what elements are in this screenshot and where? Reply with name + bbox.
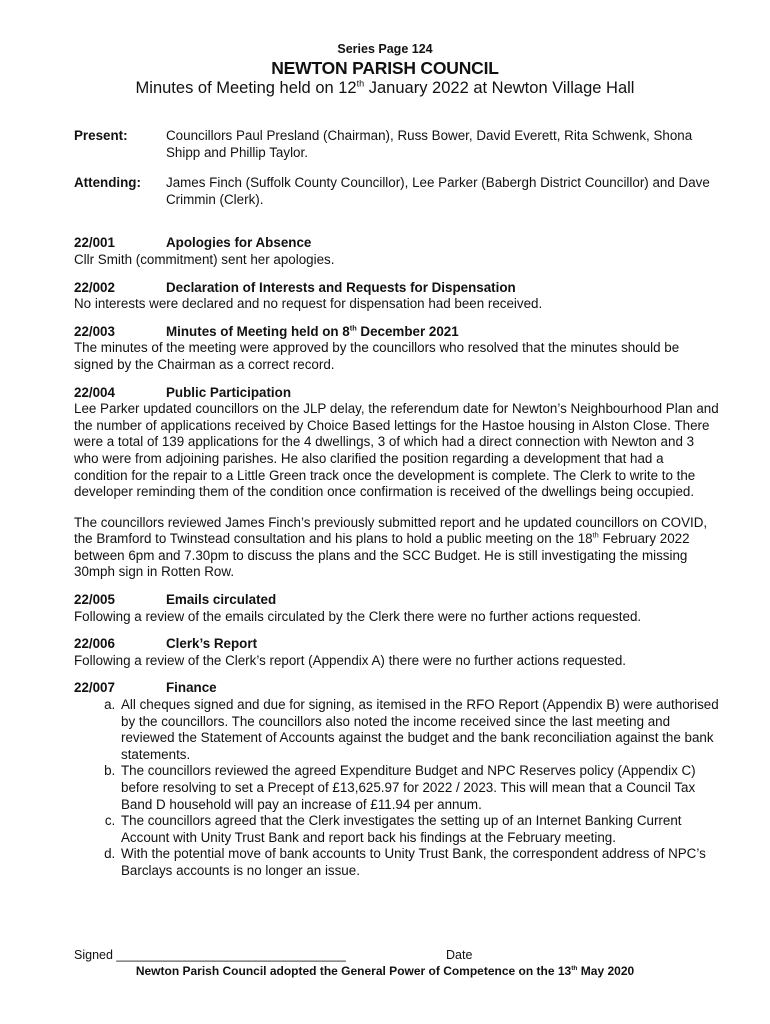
item-title: Finance bbox=[166, 680, 217, 696]
minute-item-007 bbox=[74, 680, 719, 879]
footer-part: May 2020 bbox=[577, 964, 635, 978]
meeting-title-ordinal: th bbox=[356, 78, 365, 89]
signature-line bbox=[74, 948, 714, 962]
item-text-ordinal: th bbox=[592, 530, 599, 540]
item-title: Emails circulated bbox=[166, 592, 277, 608]
signed-label: Signed _________________________________ bbox=[74, 948, 346, 962]
item-title-part: Minutes of Meeting held on 8 bbox=[166, 323, 350, 339]
item-title: Declaration of Interests and Requests for Dispensation bbox=[166, 279, 516, 295]
item-text: Following a review of the emails circulated by the Clerk there were no further actions requested. bbox=[74, 608, 642, 624]
present-label: Present: bbox=[74, 128, 128, 143]
item-number: 22/003 bbox=[74, 323, 115, 339]
item-number: 22/002 bbox=[74, 279, 115, 295]
item-heading bbox=[74, 636, 719, 653]
item-text-part: February 2022 between 6pm and 7.30pm to discuss the plans and the SCC Budget. He is still investigating the missing 30mph sign in Rotten Row. bbox=[74, 531, 690, 580]
series-page-number: Series Page 124 bbox=[337, 42, 433, 56]
attending-text: James Finch (Suffolk County Councillor), Lee Parker (Babergh District Councillor) and Dave Crimmin (Clerk). bbox=[166, 175, 710, 207]
attending-row bbox=[74, 175, 719, 208]
attending-label: Attending: bbox=[74, 175, 141, 191]
minute-item-001 bbox=[74, 235, 719, 268]
item-number: 22/001 bbox=[74, 235, 115, 251]
item-number: 22/005 bbox=[74, 592, 115, 608]
present-text: Councillors Paul Presland (Chairman), Russ Bower, David Everett, Rita Schwenk, Shona Shipp and Phillip Taylor. bbox=[166, 128, 693, 160]
meeting-title-part: Minutes of Meeting held on 12 bbox=[135, 79, 357, 97]
item-heading bbox=[74, 324, 719, 341]
item-title: Public Participation bbox=[166, 384, 292, 400]
item-text: Lee Parker updated councillors on the JLP delay, the referendum date for Newton’s Neighbourhood Plan and the number of applications received by Choice Based lettings for the Hastoe housing in Alston Close. There were a total of 139 applications for the 4 dwellings, 3 of which had a direct connection with Newton and 3 who were from adjoining parishes. He also clarified the position regarding a development that had a condition for the repair to a Little Green track once the development is complete. The Clerk to write to the developer reminding them of the condition once confirmation is received of the dwellings being occupied. bbox=[74, 401, 719, 500]
minutes-body bbox=[74, 128, 719, 880]
minute-item-005 bbox=[74, 592, 719, 625]
minute-item-003 bbox=[74, 324, 719, 374]
finance-list-item: c. The councillors agreed that the Clerk investigates the setting up of an Internet Banking Current Account with Unity Trust Bank and report back his findings at the February meeting. bbox=[119, 813, 719, 846]
footer-part: Newton Parish Council adopted the General Power of Competence on the 13 bbox=[135, 964, 572, 978]
council-name-heading: NEWTON PARISH COUNCIL bbox=[271, 58, 499, 78]
minute-item-002 bbox=[74, 280, 719, 313]
item-number: 22/004 bbox=[74, 384, 115, 400]
minute-item-004 bbox=[74, 385, 719, 582]
item-number: 22/007 bbox=[74, 680, 115, 696]
item-title: Clerk’s Report bbox=[166, 636, 258, 652]
item-text bbox=[74, 515, 719, 581]
item-number: 22/006 bbox=[74, 636, 115, 652]
item-text: Cllr Smith (commitment) sent her apologies. bbox=[74, 251, 335, 267]
minute-item-006 bbox=[74, 636, 719, 669]
meeting-title-part: January 2022 at Newton Village Hall bbox=[364, 79, 635, 97]
finance-list-item: d. With the potential move of bank accounts to Unity Trust Bank, the correspondent address of NPC’s Barclays accounts is no longer an issue. bbox=[119, 846, 719, 879]
item-text: Following a review of the Clerk’s report (Appendix A) there were no further actions requested. bbox=[74, 652, 627, 668]
item-title-part: December 2021 bbox=[356, 323, 459, 339]
item-text: No interests were declared and no request for dispensation had been received. bbox=[74, 296, 543, 312]
finance-list bbox=[74, 697, 719, 880]
item-title: Apologies for Absence bbox=[166, 235, 312, 251]
item-title bbox=[166, 324, 459, 341]
present-row bbox=[74, 128, 719, 161]
item-text: The minutes of the meeting were approved by the councillors who resolved that the minutes should be signed by the Chairman as a correct record. bbox=[74, 340, 680, 372]
meeting-title bbox=[0, 79, 770, 98]
item-heading bbox=[74, 385, 719, 402]
item-heading bbox=[74, 280, 719, 297]
item-heading bbox=[74, 592, 719, 609]
footer-ordinal: th bbox=[571, 965, 578, 972]
finance-list-item: b. The councillors reviewed the agreed Expenditure Budget and NPC Reserves policy (Appendix C) before resolving to set a Precept of £13,625.97 for 2022 / 2023. This will mean that a Council Tax Band D household will pay an increase of £11.94 per annum. bbox=[119, 763, 719, 813]
item-heading bbox=[74, 235, 719, 252]
finance-list-item: a. All cheques signed and due for signing, as itemised in the RFO Report (Appendix B) were authorised by the councillors. The councillors also noted the income received since the last meeting and reviewed the Statement of Accounts against the budget and the bank reconciliation against the bank statements. bbox=[119, 697, 719, 763]
item-heading bbox=[74, 680, 719, 697]
item-text-part: The councillors reviewed James Finch’s previously submitted report and he updated councillors on COVID, the Bramford to Twinstead consultation and his plans to hold a public meeting on the 18 bbox=[74, 514, 708, 547]
footer-note bbox=[0, 964, 770, 978]
date-label: Date bbox=[446, 948, 473, 962]
item-title-ordinal: th bbox=[349, 323, 357, 333]
